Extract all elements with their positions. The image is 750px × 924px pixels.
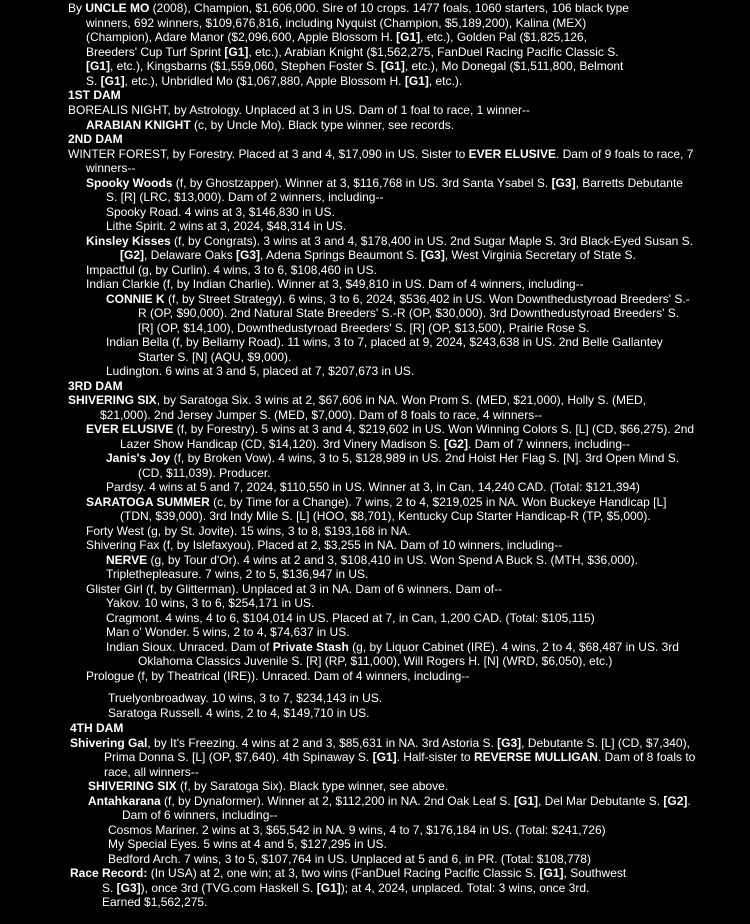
second-dam-line-1: WINTER FOREST, by Forestry. Placed at 3 and 4, $17,090 in US. Sister to EVER ELUSIVE. Dam of 9 foals to race, 7 xyxy=(68,147,694,161)
fourth-dam-heading: 4TH DAM xyxy=(70,721,124,735)
race-record-line-1: Race Record: (In USA) at 2, one win; at 3, two wins (FanDuel Racing Pacific Classic S. [G1], Southwest xyxy=(70,866,627,880)
spooky-woods-line-2: S. [R] (LRC, $13,000). Dam of 2 winners, including-- xyxy=(106,190,384,204)
third-dam-heading: 3RD DAM xyxy=(68,379,123,393)
indian-sioux-line-1: Indian Sioux. Unraced. Dam of Private Stash (g, by Liquor Cabinet (IRE). 4 wins, 2 to 4, $68,487 in US. 3rd xyxy=(106,640,679,654)
sire-name: UNCLE MO xyxy=(85,1,150,15)
my-special-eyes-line: My Special Eyes. 5 wins at 4 and 5, $127,295 in US. xyxy=(108,837,387,851)
bedford-arch-line: Bedford Arch. 7 wins, 3 to 5, $107,764 in US. Unplaced at 5 and 6, in PR. (Total: $108,778) xyxy=(108,852,591,866)
antahkarana-line-2: Dam of 6 winners, including-- xyxy=(122,808,278,822)
race-record-label: Race Record: xyxy=(70,866,148,880)
shivering-gal-line-2: Prima Donna S. [L] (OP, $7,640). 4th Spinaway S. [G1]. Half-sister to REVERSE MULLIGAN. Dam of 8 foals to xyxy=(104,750,696,764)
second-dam-line-2: winners-- xyxy=(86,161,136,175)
lithe-spirit-line: Lithe Spirit. 2 wins at 3, 2024, $48,314 in US. xyxy=(106,219,347,233)
nerve-line: NERVE (g, by Tour d'Or). 4 wins at 2 and 3, $108,410 in US. Won Spend A Buck S. (MTH, $36,000). xyxy=(106,553,638,567)
ever-elusive-line-1: EVER ELUSIVE (f, by Forestry). 5 wins at 3 and 4, $219,602 in US. Won Winning Colors S. [L] (CD, $66,275). 2nd xyxy=(86,422,695,436)
kinsley-kisses-line-2: [G2], Delaware Oaks [G3], Adena Springs Beaumont S. [G3], West Virginia Secretary of State S. xyxy=(120,248,636,262)
kinsley-kisses-line-1: Kinsley Kisses (f, by Congrats). 3 wins at 3 and 4, $178,400 in US. 2nd Sugar Maple S. 3rd Black-Eyed Susan S. xyxy=(86,234,694,248)
first-dam-heading: 1ST DAM xyxy=(68,88,121,102)
shivering-gal-line-3: race, all winners-- xyxy=(104,765,199,779)
first-dam-line: BOREALIS NIGHT, by Astrology. Unplaced at 3 in US. Dam of 1 foal to race, 1 winner-- xyxy=(68,103,530,117)
connie-k-line-2: R (OP, $90,000). 2nd Natural State Breeders' S.-R (OP, $30,000). 3rd Downthedustyroad Breeders' S. xyxy=(138,306,680,320)
janis-joy-line-2: (CD, $11,039). Producer. xyxy=(138,466,271,480)
second-dam-heading: 2ND DAM xyxy=(68,132,123,146)
saratoga-summer-line-1: SARATOGA SUMMER (c, by Time for a Change). 7 wins, 2 to 4, $219,025 in NA. Won Buckeye Handicap [L] xyxy=(86,495,667,509)
spooky-road-line: Spooky Road. 4 wins at 3, $146,830 in US. xyxy=(106,205,335,219)
shivering-six-line-1: SHIVERING SIX, by Saratoga Six. 3 wins at 2, $67,606 in NA. Won Prom S. (MED, $21,000), Holly S. (MED, xyxy=(68,393,647,407)
indian-bella-line-2: Starter S. [N] (AQU, $9,000). xyxy=(138,350,292,364)
race-record-line-2: S. [G3]), once 3rd (TVG.com Haskell S. [G1]); at 4, 2024, unplaced. Total: 3 wins, once 3rd. xyxy=(102,881,590,895)
shivering-six-ref-line: SHIVERING SIX (f, by Saratoga Six). Black type winner, see above. xyxy=(88,779,449,793)
impactful-line: Impactful (g, by Curlin). 4 wins, 3 to 6, $108,460 in US. xyxy=(86,263,377,277)
shivering-fax-line: Shivering Fax (f, by Islefaxyou). Placed at 2, $3,255 in NA. Dam of 10 winners, including-- xyxy=(86,538,563,552)
sire-line-1: By UNCLE MO (2008), Champion, $1,606,000. Sire of 10 crops. 1477 foals, 1060 starters, 106 black type xyxy=(68,1,629,15)
cosmos-mariner-line: Cosmos Mariner. 2 wins at 3, $65,542 in NA. 9 wins, 4 to 7, $176,184 in US. (Total: $241,726) xyxy=(108,823,606,837)
saratoga-russell-line: Saratoga Russell. 4 wins, 2 to 4, $149,710 in US. xyxy=(108,706,370,720)
spooky-woods-line-1: Spooky Woods (f, by Ghostzapper). Winner at 3, $116,768 in US. 3rd Santa Ysabel S. [G3], Barretts Debutante xyxy=(86,176,683,190)
antahkarana-line-1: Antahkarana (f, by Dynaformer). Winner at 2, $112,200 in NA. 2nd Oak Leaf S. [G1], Del Mar Debutante S. [G2]. xyxy=(88,794,691,808)
first-dam-foal: ARABIAN KNIGHT (c, by Uncle Mo). Black type winner, see records. xyxy=(86,118,455,132)
triplethepleasure-line: Triplethepleasure. 7 wins, 2 to 5, $136,947 in US. xyxy=(106,567,369,581)
saratoga-summer-line-2: (TDN, $39,000). 3rd Indy Mile S. [L] (HOO, $8,701), Kentucky Cup Starter Handicap-R (TP, $5,000). xyxy=(120,509,651,523)
indian-bella-line-1: Indian Bella (f, by Bellamy Road). 11 wins, 3 to 7, placed at 9, 2024, $243,638 in US. 2nd Belle Gallantey xyxy=(106,335,663,349)
sire-line-6: S. [G1], etc.), Unbridled Mo ($1,067,880, Apple Blossom H. [G1], etc.). xyxy=(86,74,463,88)
pardsy-line: Pardsy. 4 wins at 5 and 7, 2024, $110,550 in US. Winner at 3, in Can, 14,240 CAD. (Total: $121,394) xyxy=(106,480,640,494)
janis-joy-line-1: Janis's Joy (f, by Broken Vow). 4 wins, 3 to 5, $128,989 in US. 2nd Hoist Her Flag S. [N]. 3rd Open Mind S. xyxy=(106,451,680,465)
sire-line-3: (Champion), Adare Manor ($2,096,600, Apple Blossom H. [G1], etc.), Golden Pal ($1,825,126, xyxy=(86,30,587,44)
truelyonbroadway-line: Truelyonbroadway. 10 wins, 3 to 7, $234,143 in US. xyxy=(108,691,383,705)
sire-line-4: Breeders' Cup Turf Sprint [G1], etc.), Arabian Knight ($1,562,275, FanDuel Racing Pacific Classic S. xyxy=(86,45,619,59)
sire-line-2: winners, 692 winners, $109,676,816, including Nyquist (Champion, $5,189,200), Kalina (MEX) xyxy=(86,16,587,30)
sire-line-5: [G1], etc.), Kingsbarns ($1,559,060, Stephen Foster S. [G1], etc.), Mo Donegal ($1,511,800, Belmont xyxy=(86,59,624,73)
race-record-line-3: Earned $1,562,275. xyxy=(102,895,208,909)
glister-girl-line: Glister Girl (f, by Glitterman). Unplaced at 3 in NA. Dam of 6 winners. Dam of-- xyxy=(86,582,503,596)
indian-sioux-line-2: Oklahoma Classics Juvenile S. [R] (RP, $11,000), Will Rogers H. [N] (WRD, $6,050), etc.) xyxy=(138,654,613,668)
shivering-gal-line-1: Shivering Gal, by It's Freezing. 4 wins at 2 and 3, $85,631 in NA. 3rd Astoria S. [G3], Debutante S. [L] (CD, $7,340), xyxy=(70,736,690,750)
connie-k-line-3: [R] (OP, $14,100), Downthedustyroad Breeders' S. [R] (OP, $13,500), Prairie Rose S. xyxy=(138,321,590,335)
ludington-line: Ludington. 6 wins at 3 and 5, placed at 7, $207,673 in US. xyxy=(106,364,415,378)
prologue-line: Prologue (f, by Theatrical (IRE)). Unraced. Dam of 4 winners, including-- xyxy=(86,669,470,683)
ever-elusive-line-2: Lazer Show Handicap (CD, $14,120). 3rd Vinery Madison S. [G2]. Dam of 7 winners, including-- xyxy=(120,437,631,451)
indian-clarkie-line: Indian Clarkie (f, by Indian Charlie). Winner at 3, $49,810 in US. Dam of 4 winners, including-- xyxy=(86,277,584,291)
shivering-six-line-2: $21,000). 2nd Jersey Jumper S. (MED, $7,000). Dam of 8 foals to race, 4 winners-- xyxy=(100,408,543,422)
connie-k-line-1: CONNIE K (f, by Street Strategy). 6 wins, 3 to 6, 2024, $536,402 in US. Won Downthedustyroad Breeders' S.- xyxy=(106,292,690,306)
forty-west-line: Forty West (g, by St. Jovite). 15 wins, 3 to 8, $193,168 in NA. xyxy=(86,524,411,538)
yakov-line: Yakov. 10 wins, 3 to 6, $254,171 in US. xyxy=(106,596,315,610)
cragmont-line: Cragmont. 4 wins, 4 to 6, $104,014 in US. Placed at 7, in Can, 1,200 CAD. (Total: $105,115) xyxy=(106,611,595,625)
man-o-wonder-line: Man o' Wonder. 5 wins, 2 to 4, $74,637 in US. xyxy=(106,625,350,639)
